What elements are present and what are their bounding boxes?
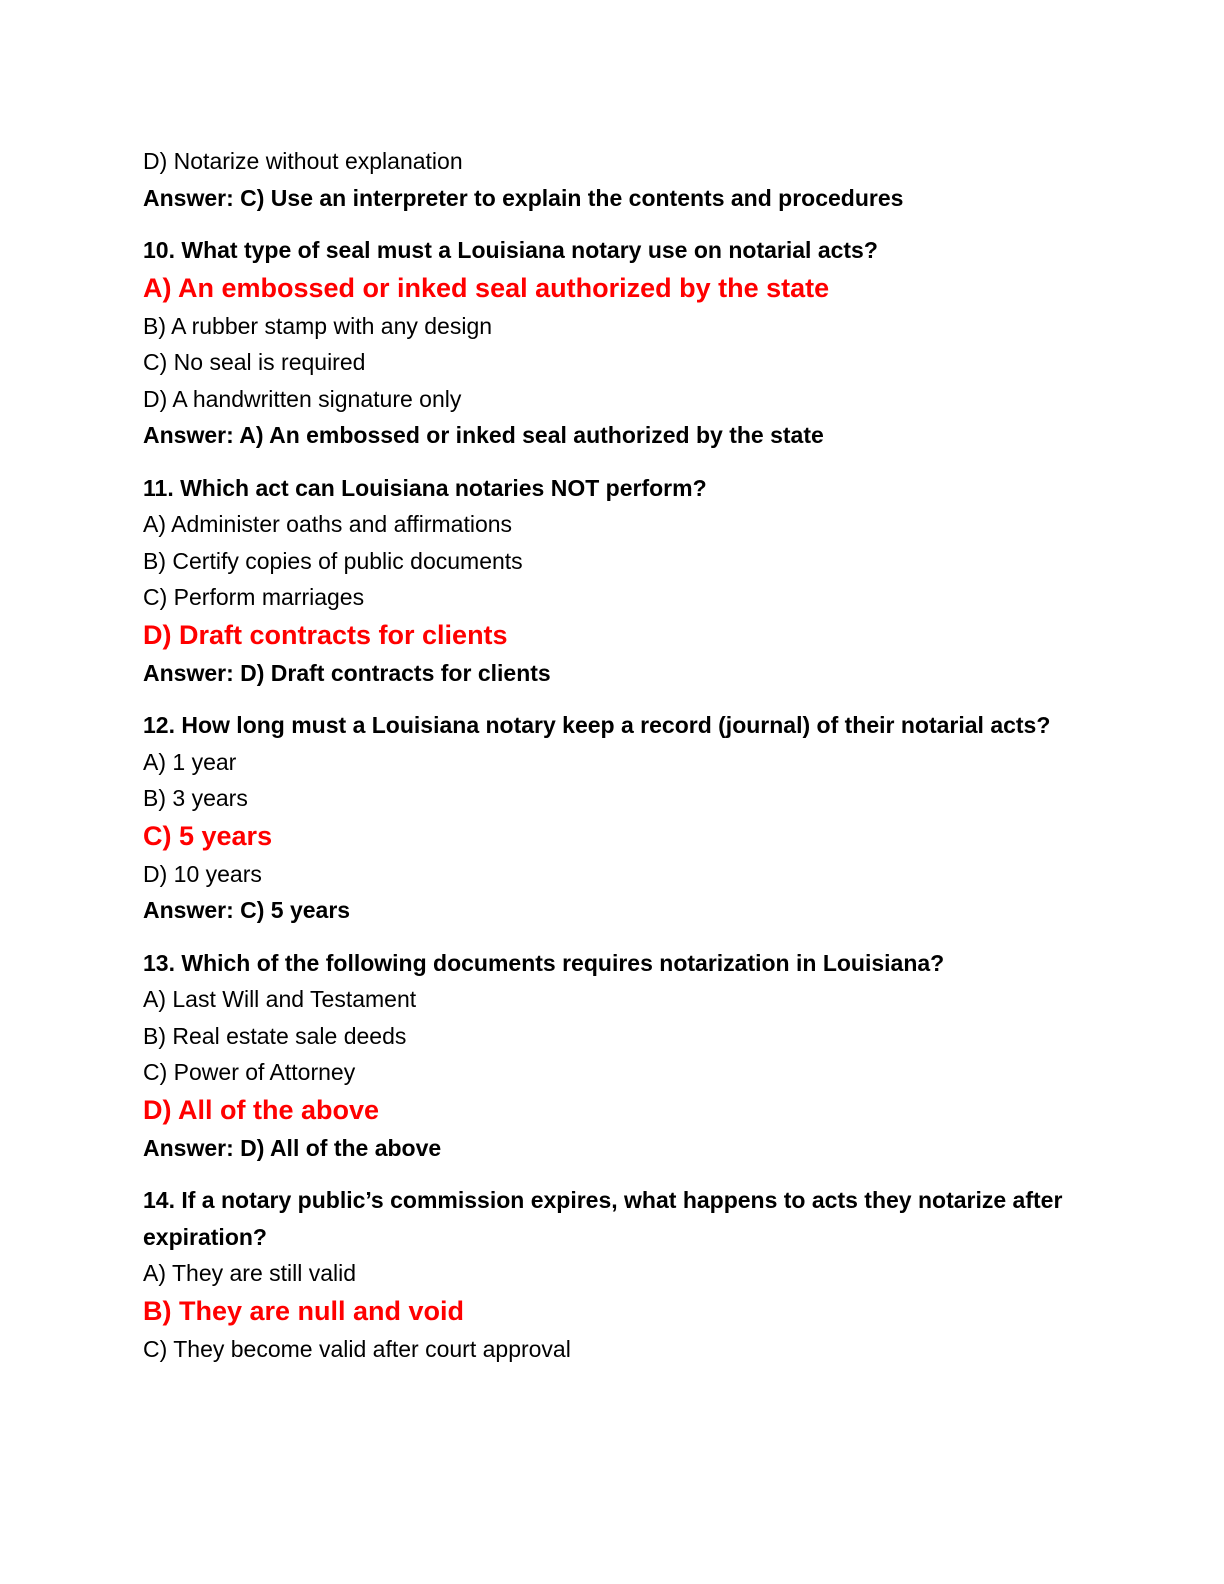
prelude-answer: Answer: C) Use an interpreter to explain the contents and procedures — [143, 184, 904, 211]
answer-option: D) 10 years — [143, 860, 262, 887]
question-block — [143, 707, 1083, 929]
correct-option: A) An embossed or inked seal authorized by the state — [143, 272, 830, 303]
correct-option: D) Draft contracts for clients — [143, 619, 508, 650]
answer-line: Answer: C) 5 years — [143, 897, 351, 923]
answer-option: A) Last Will and Testament — [143, 986, 417, 1012]
question-text: 11. Which act can Louisiana notaries NOT perform? — [143, 474, 707, 501]
answer-option: C) No seal is required — [143, 349, 366, 375]
answer-line: Answer: D) All of the above — [143, 1134, 442, 1161]
answer-option: A) They are still valid — [143, 1260, 357, 1286]
correct-option: C) 5 years — [143, 820, 273, 851]
answer-line: Answer: D) Draft contracts for clients — [143, 659, 551, 686]
answer-line: Answer: A) An embossed or inked seal authorized by the state — [143, 422, 824, 448]
answer-option: D) A handwritten signature only — [143, 385, 462, 412]
correct-option: D) All of the above — [143, 1094, 380, 1125]
question-block — [143, 1182, 1083, 1367]
question-text: 12. How long must a Louisiana notary keep a record (journal) of their notarial acts? — [143, 712, 1051, 738]
question-block — [143, 232, 1083, 454]
question-block — [143, 470, 1083, 692]
question-text: 10. What type of seal must a Louisiana notary use on notarial acts? — [143, 237, 878, 263]
answer-option: C) Power of Attorney — [143, 1059, 356, 1085]
question-list — [143, 232, 1083, 1367]
answer-option: A) 1 year — [143, 748, 237, 775]
answer-option: B) Real estate sale deeds — [143, 1022, 407, 1049]
question-text: 14. If a notary public’s commission expires, what happens to acts they notarize after expiration? — [143, 1187, 1063, 1250]
correct-option: B) They are null and void — [143, 1295, 465, 1326]
answer-option: C) They become valid after court approval — [143, 1335, 571, 1362]
answer-option: B) 3 years — [143, 785, 248, 811]
answer-option: A) Administer oaths and affirmations — [143, 511, 513, 537]
answer-option: B) A rubber stamp with any design — [143, 312, 493, 339]
prelude-option-d: D) Notarize without explanation — [143, 148, 463, 174]
answer-option: B) Certify copies of public documents — [143, 547, 523, 574]
answer-option: C) Perform marriages — [143, 584, 365, 610]
question-text: 13. Which of the following documents requires notarization in Louisiana? — [143, 949, 945, 976]
question-block — [143, 945, 1083, 1167]
document-page — [143, 143, 1083, 1367]
